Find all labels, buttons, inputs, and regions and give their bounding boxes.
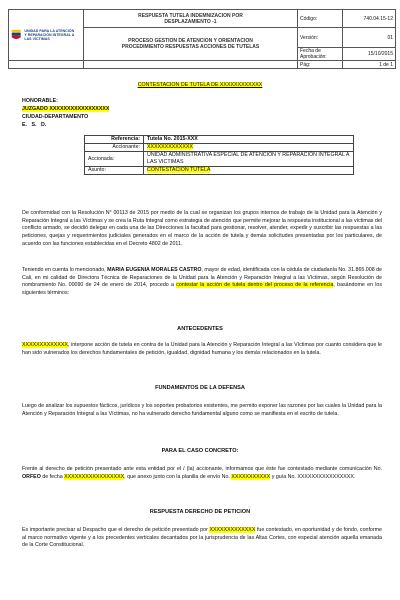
accionada-label: Accionada: [85,152,144,167]
document-header [8,9,396,69]
paragraph-respuesta [22,527,382,550]
accionada-value: UNIDAD ADMINISTRATIVA ESPECIAL DE ATENCIÓN Y REPARACIÓN INTEGRAL A LAS VICTIMAS [144,152,354,167]
p5-d: y guía No. XXXXXXXXXXXXXXXX. [270,473,356,480]
p5-highlight-1: XXXXXXXXXXXXXXXXX [64,473,125,480]
p2-name: MARIA EUGENIA MORALES CASTRO [107,267,202,273]
honorable-label: HONORABLE: [22,98,58,104]
accionante-value-cell [144,144,354,152]
header-title-line-1: RESPUESTA TUTELA INDEMNIZACION POR [138,12,243,19]
version-value: 01 [343,28,396,48]
logo-line-1: UNIDAD PARA LA ATENCIÓN [24,28,75,33]
p5-a: Frente al derecho de petición presentado ante esta entidad por el / (la) accionante, informamos que éste fue contestado mediante comunicación No. [22,466,382,472]
header-title-cell [84,10,298,28]
ref-label: Referencia: [85,136,144,144]
city-line: CIUDAD-DEPARTAMENTO [22,114,89,120]
header-title-line-2: DESPLAZAMIENTO -1 [164,18,217,25]
document-title-text: CONTESTACION DE TUTELA DE XXXXXXXXXXXX [137,82,263,88]
paragraph-antecedentes [22,342,382,357]
p6-highlight: XXXXXXXXXXXXX [209,527,256,533]
p5-orfeo: ORFEO [22,473,41,480]
p3-text: , interpone acción de tutela en contra de la Unidad para la Atención y Reparación Integral a las Víctimas por cuanto considera que le han sido vulnerados los derechos fundamentales de petición, igualdad, dignidad humana y los demás relacionados en la tutela. [22,342,382,356]
accionante-label: Accionante: [85,144,144,152]
code-value: 740.04.15-12 [343,10,396,28]
p6-a: Es importante precisar al Despacho que el derecho de petición presentado por [22,527,210,533]
document-title [0,82,400,88]
p3-highlight: XXXXXXXXXXXXX [22,342,68,348]
header-procedure: PROCEDIMIENTO RESPUESTAS ACCIONES DE TUTELAS [121,44,260,50]
header-blank-cell-2 [84,61,298,69]
p5-b: de fecha [40,473,65,480]
asunto-label: Asunto: [85,167,144,175]
header-blank-cell [9,61,84,69]
date-label-2: Aprobación: [300,54,327,60]
asunto-value: CONTESTACION TUTELA [147,167,211,173]
court-name: JUZGADO XXXXXXXXXXXXXXXXX [22,106,110,112]
section-respuesta-peticion: RESPUESTA DERECHO DE PETICION [149,509,251,515]
section-fundamentos: FUNDAMENTOS DE LA DEFENSA [155,385,245,391]
p6-b: fue contestado, en oportunidad y de fondo, conforme al marco normativo vigente y a los precedentes verticales decantados por la jurisprudencia de las Altas Cortes, con especial atención aquella emanada de la Corte Constitucional. [22,527,383,549]
reference-table [84,135,354,175]
p5-c: , que anexo junto con la planilla de envío No. [124,473,232,480]
date-value: 15/10/2015 [343,48,396,61]
section-antecedentes: ANTECEDENTES [177,326,223,332]
unidad-victimas-logo [11,27,81,43]
page-label: Pág: [298,61,343,69]
header-logo-cell [9,10,84,61]
header-process-cell [84,28,298,61]
paragraph-fundamentos: Luego de analizar los supuestos fácticos, jurídicos y los soportes probatorios existentes, me permito exponer las razones por las cuales la Unidad para la Atención y Reparación Integral a las Víctimas, no ha vulnerado derecho fundamental alguno como se manifiesta en el escrito de tutela. [22,403,382,417]
section-caso-concreto: PARA EL CASO CONCRETO: [161,448,239,454]
paragraph-directora [22,267,382,298]
colombia-shield-icon [11,27,21,43]
p2-highlight: contestar la acción de tutela dentro del proceso de la referencia [176,282,334,289]
p2-b: , mayor de edad, identificada con la cédula de ciudadanía No. 31.865.008 de Cali, en mi calidad de Directora Técnica de Reparaciones de la Unidad para la Atención y Reparación Integral a las Víctimas, según Resolución de nombramiento No. 00090 de 24 de enero de 2014, procedo a [22,267,383,289]
date-label [298,48,343,61]
page-value: 1 de 1 [343,61,396,69]
version-label: Versión: [298,28,343,48]
logo-line-2: Y REPARACIÓN INTEGRAL A LAS VÍCTIMAS [24,32,75,42]
asunto-value-cell [144,167,354,175]
court-line [22,106,109,113]
paragraph-resolucion: De conformidad con la Resolución N° 00113 de 2015 por medio de la cual se organizan los grupos internos de trabajo de la Unidad para la Atención y Reparación Integral a las Víctimas y se crea la Ruta Integral como estrategia de atención que permite mejorar la respuesta institucional a las víctimas del conflicto armado, se decidió delegar en cada una de las Direcciones la facultad para gestionar, resolver, atender, expedir y suscribir las respuestas a las peticiones, quejas y requerimientos judiciales generados en el marco de la acción de tutela y demás solicitudes presentadas por los particulares, de acuerdo con las funciones establecidas en el Decreto 4802 de 2011. [22,210,382,247]
code-label: Código: [298,10,343,28]
ref-value: Tutela No. 2015-XXX [144,136,354,144]
header-process: PROCESO GESTION DE ATENCION Y ORIENTACION [128,38,253,44]
accionante-value: XXXXXXXXXXXXX [147,144,193,150]
p5-highlight-2: XXXXXXXXXXX [231,473,271,480]
date-label-1: Fecha de [300,48,321,54]
esd-line: E. S. D. [22,122,47,128]
p2-c: , basándome en los siguientes términos: [22,282,382,297]
p2-a: Teniendo en cuenta lo mencionado, [22,267,108,273]
paragraph-caso [22,466,382,481]
